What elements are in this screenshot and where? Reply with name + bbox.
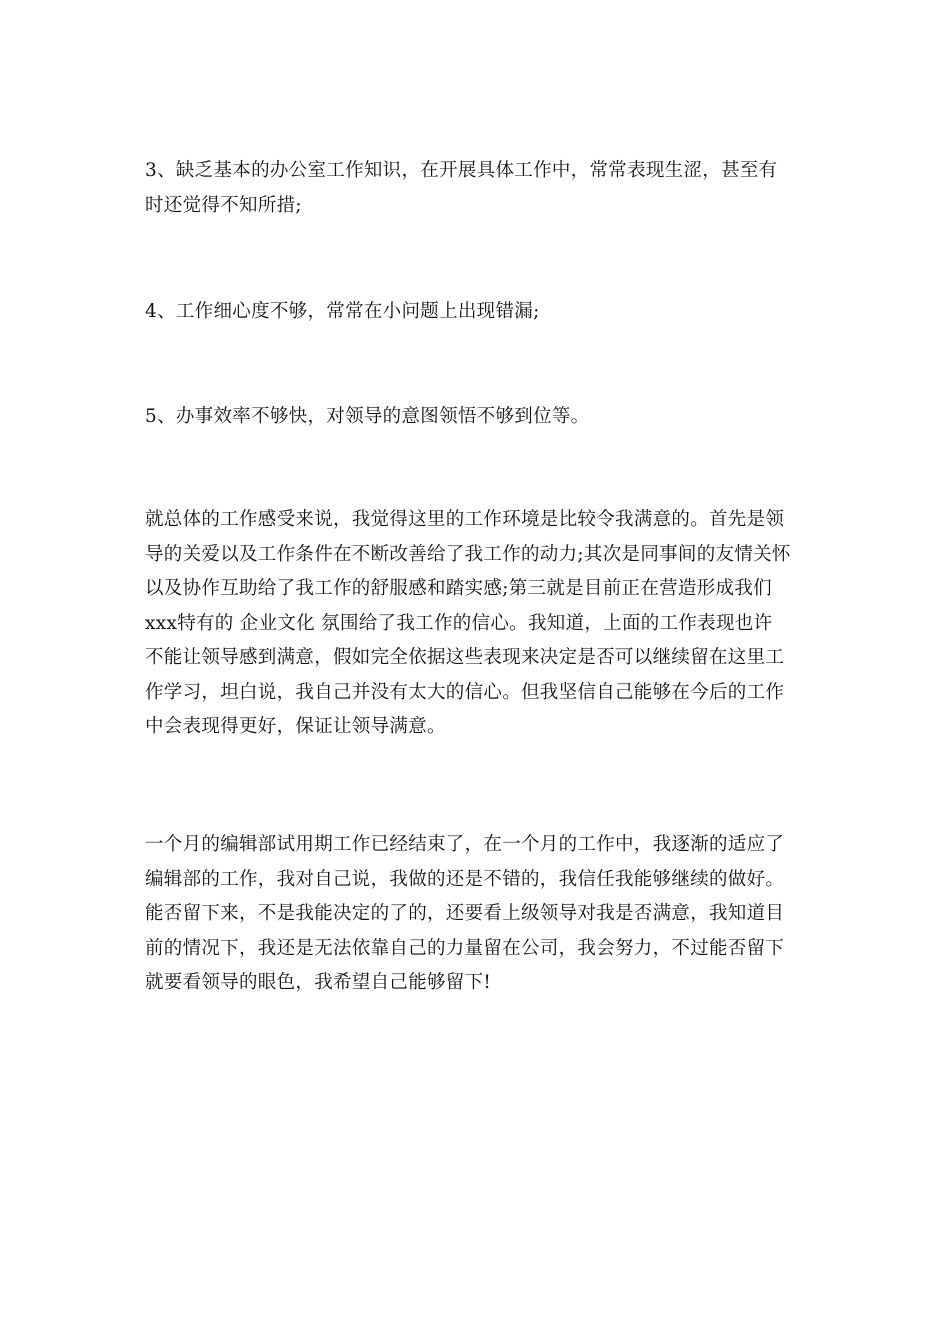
paragraph-item-5 [145,400,810,435]
text-line: 3、缺乏基本的办公室工作知识，在开展具体工作中，常常表现生涩，甚至有 [145,160,778,181]
paragraph-work-feeling [145,503,810,745]
text-line: 就要看领导的眼色，我希望自己能够留下! [145,972,492,993]
text-line: 时还觉得不知所措; [145,194,302,216]
text-line: 4、工作细心度不够，常常在小问题上出现错漏; [145,301,540,322]
text-line: 作学习，坦白说，我自己并没有太大的信心。但我坚信自己能够在今后的工作 [145,681,785,703]
text-line: 以及协作互助给了我工作的舒服感和踏实感;第三就是目前正在营造形成我们 [145,578,772,599]
text-line: 导的关爱以及工作条件在不断改善给了我工作的动力;其次是同事间的友情关怀 [145,543,791,565]
text-line: 5、办事效率不够快，对领导的意图领悟不够到位等。 [145,406,590,427]
text-line: xxx特有的 企业文化 氛围给了我工作的信心。我知道，上面的工作表现也许 [145,612,773,634]
text-line: 一个月的编辑部试用期工作已经结束了，在一个月的工作中，我逐渐的适应了 [145,834,785,855]
text-line: 前的情况下，我还是无法依靠自己的力量留在公司，我会努力，不过能否留下 [145,937,785,959]
paragraph-conclusion [145,828,810,1001]
paragraph-item-3 [145,154,810,223]
text-line: 能否留下来，不是我能决定的了的，还要看上级领导对我是否满意，我知道目 [145,903,785,924]
text-line: 就总体的工作感受来说，我觉得这里的工作环境是比较令我满意的。首先是领 [145,509,785,530]
text-line: 编辑部的工作，我对自己说，我做的还是不错的，我信任我能够继续的做好。 [145,868,785,890]
paragraph-item-4 [145,295,810,330]
text-line: 不能让领导感到满意，假如完全依据这些表现来决定是否可以继续留在这里工 [145,647,785,668]
text-line: 中会表现得更好，保证让领导满意。 [145,716,446,737]
